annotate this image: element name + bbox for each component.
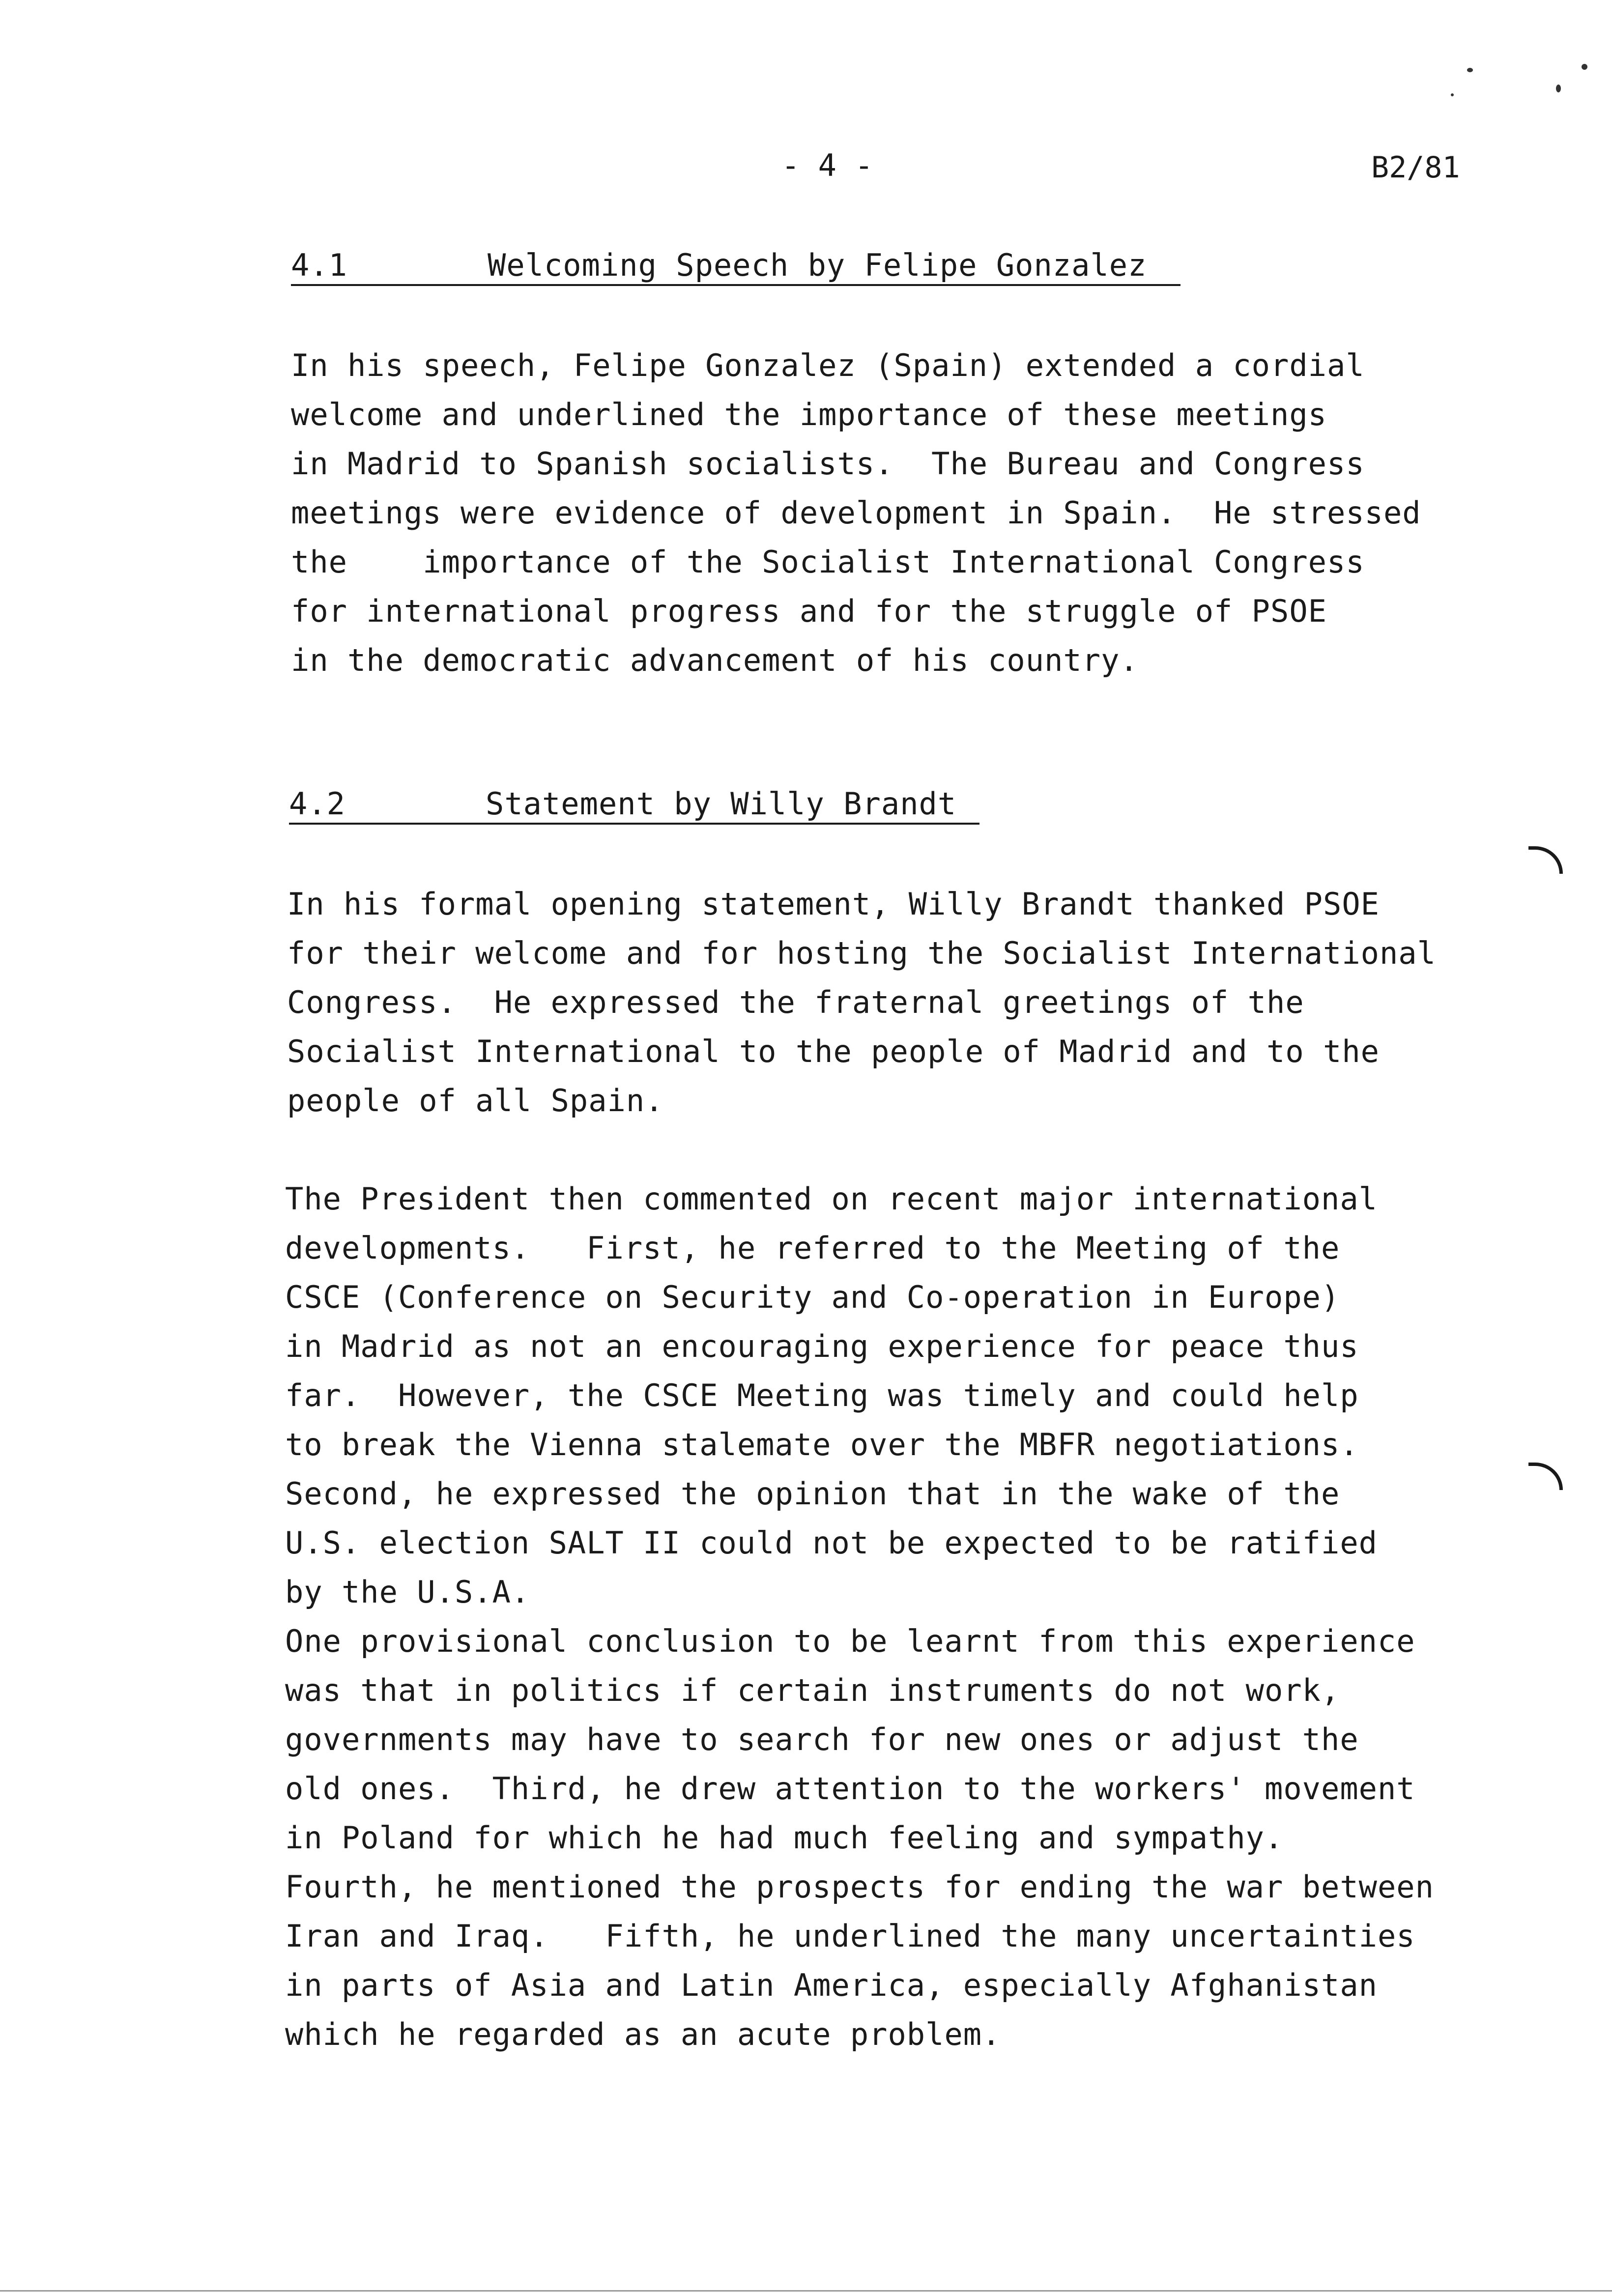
body-line: One provisional conclusion to be learnt from this experience	[285, 1623, 1415, 1659]
body-line: In his speech, Felipe Gonzalez (Spain) extended a cordial	[291, 347, 1365, 383]
body-line: by the U.S.A.	[285, 1574, 530, 1610]
body-line: the importance of the Socialist International Congress	[291, 544, 1365, 580]
section-number: 4.1	[291, 247, 347, 283]
scan-speck	[1467, 68, 1473, 72]
margin-hole-mark	[1528, 1463, 1563, 1490]
body-line: Second, he expressed the opinion that in the wake of the	[285, 1476, 1340, 1512]
body-line: to break the Vienna stalemate over the MBFR negotiations.	[285, 1427, 1359, 1463]
body-line: developments. First, he referred to the Meeting of the	[285, 1230, 1340, 1266]
body-line: in Poland for which he had much feeling and sympathy.	[285, 1820, 1284, 1856]
heading-underline	[291, 284, 1180, 286]
document-reference: B2/81	[1371, 150, 1460, 185]
body-line: old ones. Third, he drew attention to the workers' movement	[285, 1771, 1415, 1807]
body-line: for their welcome and for hosting the Socialist International	[287, 935, 1436, 971]
body-line: meetings were evidence of development in Spain. He stressed	[291, 495, 1421, 531]
body-line: The President then commented on recent major international	[285, 1181, 1378, 1217]
body-line: in Madrid as not an encouraging experience for peace thus	[285, 1328, 1359, 1364]
body-line: Socialist International to the people of Madrid and to the	[287, 1033, 1380, 1069]
margin-hole-mark	[1528, 846, 1563, 874]
section-number: 4.2	[289, 786, 345, 822]
body-line: people of all Spain.	[287, 1083, 664, 1119]
body-line: Congress. He expressed the fraternal greetings of the	[287, 984, 1304, 1020]
body-line: far. However, the CSCE Meeting was timely and could help	[285, 1378, 1359, 1413]
scan-speck	[1556, 85, 1561, 92]
body-line: in Madrid to Spanish socialists. The Bureau and Congress	[291, 446, 1365, 482]
scan-speck	[1582, 64, 1587, 70]
heading-underline	[289, 823, 979, 825]
body-line: for international progress and for the struggle of PSOE	[291, 593, 1327, 629]
scan-edge	[0, 2290, 1612, 2292]
body-line: In his formal opening statement, Willy Brandt thanked PSOE	[287, 886, 1380, 922]
section-title: Statement by Willy Brandt	[486, 786, 957, 822]
page-number: - 4 -	[781, 147, 873, 183]
body-line: in parts of Asia and Latin America, especially Afghanistan	[285, 1967, 1378, 2003]
body-line: Fourth, he mentioned the prospects for ending the war between	[285, 1869, 1434, 1905]
body-line: in the democratic advancement of his country.	[291, 642, 1139, 678]
body-line: governments may have to search for new ones or adjust the	[285, 1722, 1359, 1757]
scan-speck	[1451, 93, 1454, 96]
body-line: Iran and Iraq. Fifth, he underlined the many uncertainties	[285, 1918, 1415, 1954]
body-line: was that in politics if certain instruments do not work,	[285, 1672, 1340, 1708]
section-title: Welcoming Speech by Felipe Gonzalez	[488, 247, 1147, 283]
body-line: welcome and underlined the importance of these meetings	[291, 397, 1327, 432]
body-line: which he regarded as an acute problem.	[285, 2016, 1001, 2052]
body-line: U.S. election SALT II could not be expected to be ratified	[285, 1525, 1378, 1561]
body-line: CSCE (Conference on Security and Co-operation in Europe)	[285, 1279, 1340, 1315]
